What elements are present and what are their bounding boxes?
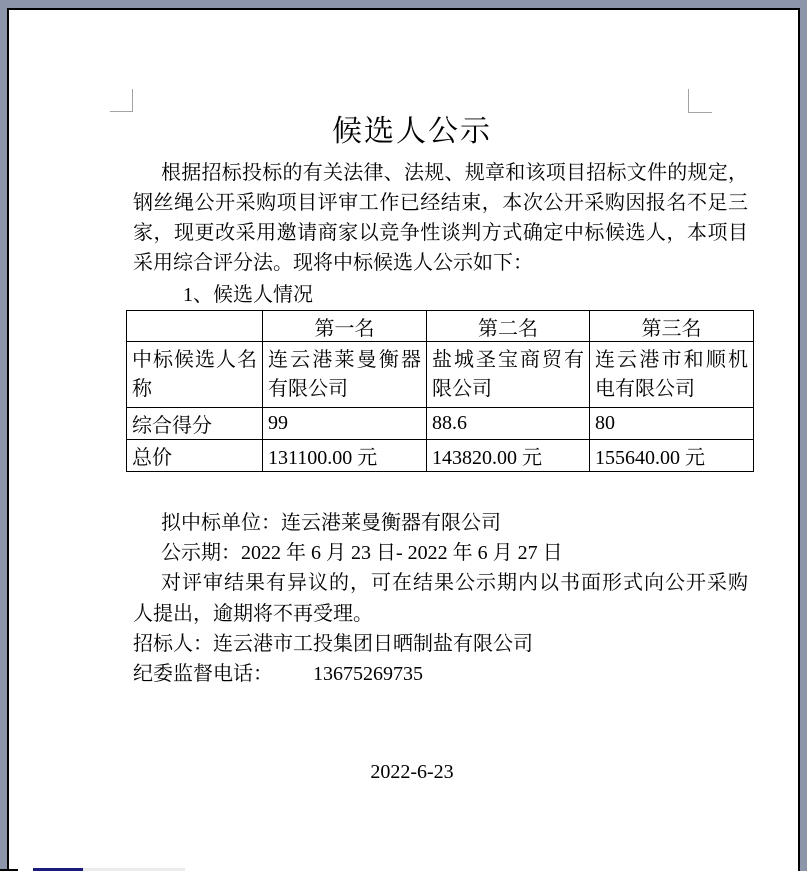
document-title: 候选人公示 (332, 115, 492, 148)
margin-corner-mark-left-icon (110, 89, 133, 112)
intro-paragraph (133, 158, 748, 278)
section-heading: 1、候选人情况 (183, 284, 313, 306)
row-label-cell: 中标候选人名称 (127, 342, 263, 408)
tenderer-line: 招标人：连云港市工投集团日晒制盐有限公司 (133, 632, 533, 655)
table-row (127, 408, 754, 440)
table-cell: 连云港莱曼衡器有限公司 (263, 342, 427, 408)
intro-line: 根据招标投标的有关法律、法规、规章和该项目招标文件的规定， (161, 162, 748, 184)
table-header-row (127, 311, 754, 342)
awarded-line: 拟中标单位：连云港莱曼衡器有限公司 (161, 512, 501, 534)
table-cell: 盐城圣宝商贸有限公司 (427, 342, 590, 408)
objection-line: 对评审结果有异议的，可在结果公示期内以书面形式向公开采购 (161, 572, 748, 595)
table-row (127, 440, 754, 472)
supervision-phone-number: 13675269735 (313, 663, 423, 686)
supervision-phone-label: 纪委监督电话： (133, 663, 273, 686)
margin-corner-mark-right-icon (688, 89, 712, 113)
table-header-cell (127, 311, 263, 342)
supervision-phone-line (133, 659, 748, 689)
objection-line: 人提出，逾期将不再受理。 (133, 602, 373, 625)
table-cell: 131100.00 元 (263, 440, 427, 472)
intro-line: 钢丝绳公开采购项目评审工作已经结束，本次公开采购因报名不足三 (133, 192, 748, 214)
intro-line: 采用综合评分法。现将中标候选人公示如下： (133, 252, 533, 274)
intro-line: 家，现更改采用邀请商家以竞争性谈判方式确定中标候选人，本项目 (133, 222, 748, 244)
row-label-cell: 总价 (127, 440, 263, 472)
row-label-cell: 综合得分 (127, 408, 263, 440)
candidates-table (126, 310, 754, 472)
document-date: 2022-6-23 (370, 761, 454, 783)
table-header-cell: 第二名 (427, 311, 590, 342)
publicity-period-line: 公示期：2022 年 6 月 23 日- 2022 年 6 月 27 日 (161, 542, 563, 565)
table-header-cell: 第一名 (263, 311, 427, 342)
table-header-cell: 第三名 (590, 311, 754, 342)
result-section (133, 508, 748, 689)
table-cell: 99 (263, 408, 427, 440)
table-cell: 88.6 (427, 408, 590, 440)
document-page[interactable] (7, 8, 800, 871)
table-cell: 143820.00 元 (427, 440, 590, 472)
table-cell: 155640.00 元 (590, 440, 754, 472)
table-row (127, 342, 754, 408)
table-cell: 80 (590, 408, 754, 440)
table-cell: 连云港市和顺机电有限公司 (590, 342, 754, 408)
